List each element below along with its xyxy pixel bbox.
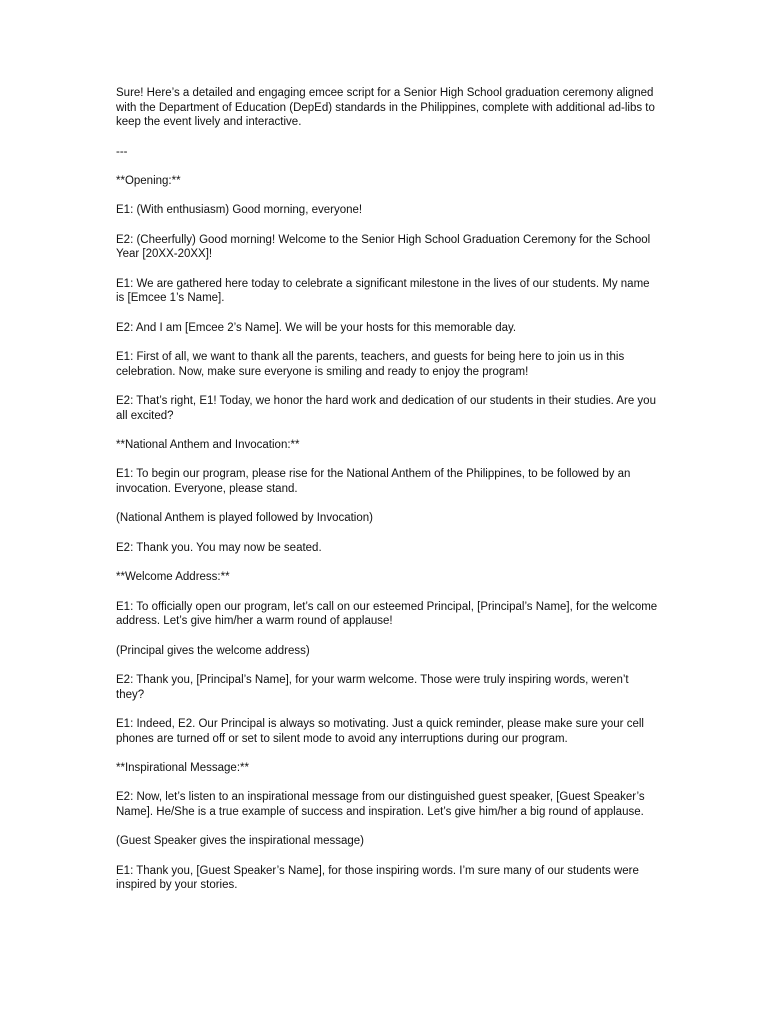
intro-paragraph: Sure! Here’s a detailed and engaging emcee script for a Senior High School graduation ceremony aligned with the Department of Education (DepEd) standards in the Philippines, complete with additional ad-libs to keep the event lively and interactive. [116, 87, 659, 129]
script-line: E1: (With enthusiasm) Good morning, everyone! [116, 204, 363, 217]
stage-direction: (Principal gives the welcome address) [116, 644, 310, 657]
section-heading-anthem: **National Anthem and Invocation:** [116, 439, 300, 452]
script-line: E1: To officially open our program, let’s call on our esteemed Principal, [Principal’s Name], for the welcome address. Let’s give him/her a warm round of applause! [116, 600, 661, 628]
separator-line: --- [116, 145, 128, 158]
script-line: E2: Thank you, [Principal’s Name], for your warm welcome. Those were truly inspiring words, weren’t they? [116, 674, 632, 701]
script-line: E2: (Cheerfully) Good morning! Welcome to the Senior High School Graduation Ceremony for the School Year [20XX-20XX]! [116, 233, 654, 261]
stage-direction: (National Anthem is played followed by Invocation) [116, 512, 373, 525]
script-line: E2: And I am [Emcee 2’s Name]. We will be your hosts for this memorable day. [116, 321, 517, 334]
stage-direction: (Guest Speaker gives the inspirational message) [116, 835, 365, 848]
script-line: E2: That’s right, E1! Today, we honor the hard work and dedication of our students in their studies. Are you all excited? [116, 395, 660, 422]
script-line: E1: We are gathered here today to celebrate a significant milestone in the lives of our students. My name is [Emcee 1’s Name]. [116, 277, 653, 305]
section-heading-inspirational: **Inspirational Message:** [116, 761, 249, 774]
script-line: E1: First of all, we want to thank all the parents, teachers, and guests for being here to join us in this celebration. Now, make sure everyone is smiling and ready to enjoy the program! [116, 351, 628, 378]
script-line: E1: To begin our program, please rise for the National Anthem of the Philippines, to be followed by an invocation. Everyone, please stand. [116, 468, 634, 496]
section-heading-opening: **Opening:** [116, 174, 181, 187]
script-line: E2: Now, let’s listen to an inspirational message from our distinguished guest speaker, [Guest Speaker’s Name]. He/She is a true example of success and inspiration. Let’s give him/her a big round of applause. [116, 791, 648, 818]
script-line: E1: Thank you, [Guest Speaker’s Name], for those inspiring words. I’m sure many of our students were inspired by your stories. [116, 864, 643, 892]
script-line: E2: Thank you. You may now be seated. [116, 541, 322, 554]
section-heading-welcome: **Welcome Address:** [116, 571, 230, 584]
script-line: E1: Indeed, E2. Our Principal is always so motivating. Just a quick reminder, please make sure your cell phones are turned off or set to silent mode to avoid any interruptions during our program. [116, 717, 648, 745]
